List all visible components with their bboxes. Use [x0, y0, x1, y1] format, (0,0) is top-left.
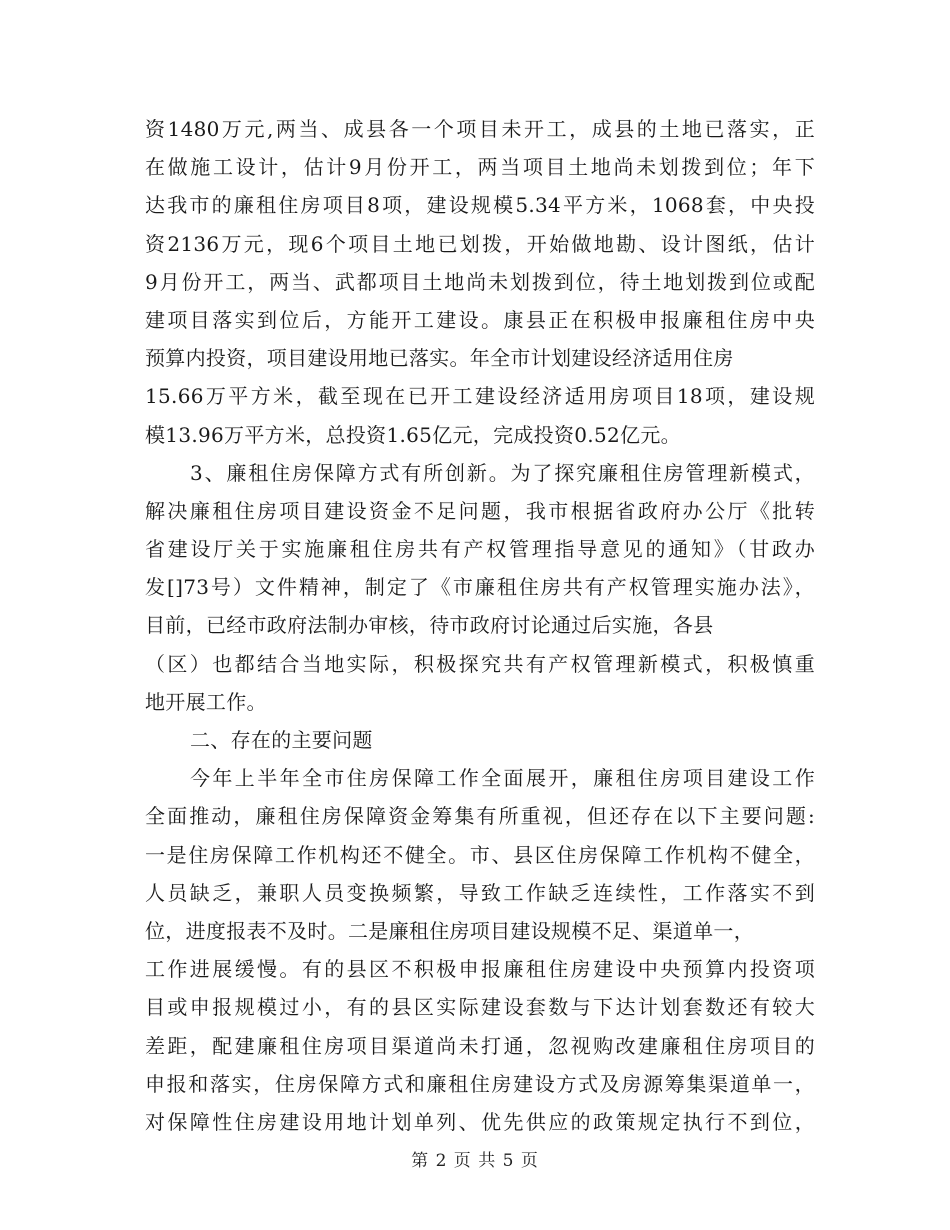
text-line: 一是住房保障工作机构还不健全。市、县区住房保障工作机构不健全， [145, 842, 815, 867]
text-line: 目前，已经市政府法制办审核，待市政府讨论通过后实施，各县 [145, 613, 714, 638]
text-line: 工作进展缓慢。有的县区不积极申报廉租住房建设中央预算内投资项 [145, 957, 815, 982]
text-line: 申报和落实，住房保障方式和廉租住房建设方式及房源筹集渠道单一， [145, 1071, 815, 1096]
text-line: 发[]73号）文件精神，制定了《市廉租住房共有产权管理实施办法》， [145, 575, 815, 600]
section-heading: 二、存在的主要问题 [190, 728, 373, 752]
text-line: 位，进度报表不及时。二是廉租住房项目建设规模不足、渠道单一， [145, 918, 754, 943]
text-line: 差距，配建廉租住房项目渠道尚未打通，忽视购改建廉租住房项目的 [145, 1033, 815, 1058]
text-line: 15.66万平方米，截至现在已开工建设经济适用房项目18项，建设规 [145, 384, 815, 409]
text-line: 人员缺乏，兼职人员变换频繁，导致工作缺乏连续性，工作落实不到 [145, 880, 815, 905]
text-line: 模13.96万平方米，总投资1.65亿元，完成投资0.52亿元。 [145, 422, 681, 447]
page-number-footer: 第 2 页 共 5 页 [411, 1151, 539, 1171]
text-line: 地开展工作。 [145, 689, 267, 714]
text-line: 在做施工设计，估计9月份开工，两当项目土地尚未划拨到位；年下 [145, 155, 815, 180]
text-line: 全面推动，廉租住房保障资金筹集有所重视，但还存在以下主要问题: [145, 804, 815, 829]
paragraph-start-line: 今年上半年全市住房保障工作全面展开，廉租住房项目建设工作 [190, 766, 815, 791]
text-line: 解决廉租住房项目建设资金不足问题，我市根据省政府办公厅《批转 [145, 498, 815, 523]
text-line: 资1480万元,两当、成县各一个项目未开工，成县的土地已落实，正 [145, 117, 815, 141]
text-line: 省建设厅关于实施廉租住房共有产权管理指导意见的通知》（甘政办 [145, 537, 815, 562]
text-line: 资2136万元，现6个项目土地已划拨，开始做地勘、设计图纸，估计 [145, 231, 815, 256]
paragraph-start-line: 3、廉租住房保障方式有所创新。为了探究廉租住房管理新模式， [190, 460, 815, 485]
text-line: 达我市的廉租住房项目8项，建设规模5.34平方米，1068套，中央投 [145, 193, 815, 218]
text-line: 9月份开工，两当、武都项目土地尚未划拨到位，待土地划拨到位或配 [145, 269, 815, 294]
document-body [145, 110, 815, 1141]
text-line: （区）也都结合当地实际，积极探究共有产权管理新模式，积极慎重 [145, 651, 815, 676]
text-line: 目或申报规模过小，有的县区实际建设套数与下达计划套数还有较大 [145, 995, 815, 1020]
text-line: 预算内投资，项目建设用地已落实。年全市计划建设经济适用住房 [145, 346, 734, 371]
text-line: 对保障性住房建设用地计划单列、优先供应的政策规定执行不到位， [145, 1109, 815, 1134]
text-line: 建项目落实到位后，方能开工建设。康县正在积极申报廉租住房中央 [145, 307, 815, 332]
